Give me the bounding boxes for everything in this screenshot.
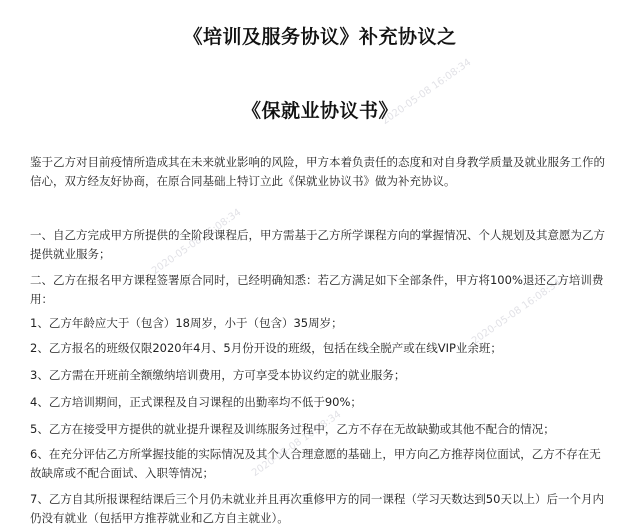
condition-item-2 [30,339,618,358]
condition-line: 6、在充分评估乙方所掌握技能的实际情况及其个人合理意愿的基础上，甲方向乙方推荐岗位面试，乙方不存在无 [30,447,601,461]
condition-item-6 [30,445,618,483]
condition-item-1 [30,314,618,333]
condition-line: 7、乙方自其所报课程结课后三个月仍未就业并且再次重修甲方的同一课程（学习天数达到50天以上）后一个月内 [30,492,604,506]
watermark-timestamp: 2020-05-08 16:08:34 [380,57,474,128]
condition-line: 1、乙方年龄应大于（包含）18周岁，小于（包含）35周岁； [30,316,343,330]
watermark-timestamp: 2020-05-08 16:08:34 [250,409,344,480]
clause-line: 二、乙方在报名甲方课程签署原合同时，已经明确知悉：若乙方满足如下全部条件，甲方将100%退还乙方培训费 [30,273,604,287]
document-subtitle: 《保就业协议书》 [241,100,398,122]
clause-line: 用： [30,292,53,306]
intro-line: 信心，双方经友好协商，在原合同基础上特订立此《保就业协议书》做为补充协议。 [30,174,456,188]
condition-line: 5、乙方在接受甲方提供的就业提升课程及训练服务过程中，乙方不存在无故缺勤或其他不配合的情况； [30,422,555,436]
condition-line: 2、乙方报名的班级仅限2020年4月、5月份开设的班级，包括在线全脱产或在线VIP业余班； [30,341,502,355]
condition-item-5 [30,420,618,439]
intro-paragraph [30,153,618,191]
condition-item-3 [30,366,618,385]
condition-line: 故缺席或不配合面试、入职等情况； [30,466,214,480]
condition-item-7 [30,490,618,528]
condition-line: 仍没有就业（包括甲方推荐就业和乙方自主就业）。 [30,511,289,525]
condition-item-4 [30,393,618,412]
intro-line: 鉴于乙方对目前疫情所造成其在未来就业影响的风险，甲方本着负责任的态度和对自身教学质量及就业服务工作的 [30,155,605,169]
condition-line: 3、乙方需在开班前全额缴纳培训费用，方可享受本协议约定的就业服务； [30,368,406,382]
clause-line: 一、自乙方完成甲方所提供的全阶段课程后，甲方需基于乙方所学课程方向的掌握情况、个人规划及其意愿为乙方 [30,228,605,242]
clause-line: 提供就业服务； [30,247,111,261]
watermark-timestamp: 2020-05-08 16:08:34 [150,207,244,278]
document-title: 《培训及服务协议》补充协议之 [183,26,457,48]
condition-line: 4、乙方培训期间，正式课程及自习课程的出勤率均不低于90%； [30,395,362,409]
clause-1 [30,226,618,264]
watermark-timestamp: 2020-05-08 16:08:34 [470,277,564,348]
clause-2 [30,271,618,309]
